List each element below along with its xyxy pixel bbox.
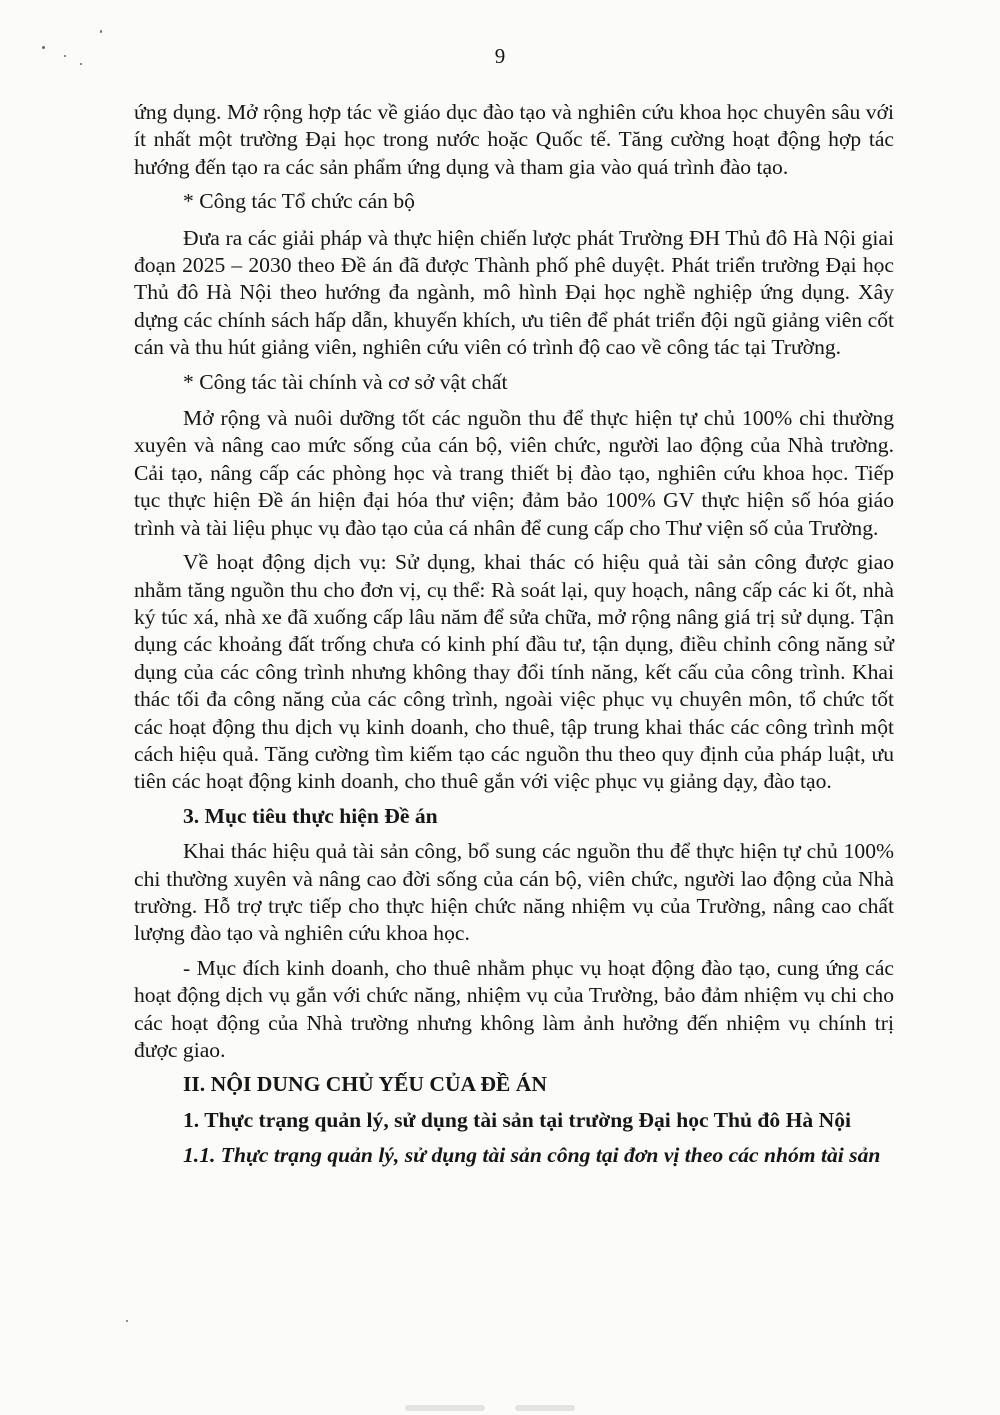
chapter-heading-main-content: II. NỘI DUNG CHỦ YẾU CỦA ĐỀ ÁN: [183, 1072, 547, 1097]
scan-artifact: [515, 1405, 575, 1411]
scan-speck: [100, 30, 102, 33]
section-heading-objectives: 3. Mục tiêu thực hiện Đề án: [183, 803, 438, 828]
paragraph-finance: Mở rộng và nuôi dưỡng tốt các nguồn thu để thực hiện tự chủ 100% chi thường xuyên và nâng cao mức sống của cán bộ, viên chức, người lao động của Nhà trường. Cải tạo, nâng cấp các phòng học và trang thiết bị đào tạo, nghiên cứu khoa học. Tiếp tục thực hiện Đề án hiện đại hóa thư viện; đảm bảo 100% GV thực hiện số hóa giáo trình và tài liệu phục vụ đào tạo của cá nhân để cung cấp cho Thư viện số của Trường.: [134, 406, 894, 540]
subsection-heading-asset-groups: 1.1. Thực trạng quản lý, sử dụng tài sản công tại đơn vị theo các nhóm tài sản: [183, 1143, 881, 1168]
page-number: 9: [494, 44, 506, 68]
paragraph-personnel: Đưa ra các giải pháp và thực hiện chiến lược phát Trường ĐH Thủ đô Hà Nội giai đoạn 2025 – 2030 theo Đề án đã được Thành phố phê duyệt. Phát triển trường Đại học Thủ đô Hà Nội theo hướng đa ngành, mô hình Đại học nghề nghiệp ứng dụng. Xây dựng các chính sách hấp dẫn, khuyến khích, ưu tiên để phát triển đội ngũ giảng viên cốt cán và thu hút giảng viên, nghiên cứu viên có trình độ cao về công tác tại Trường.: [134, 225, 894, 360]
subheading-finance: * Công tác tài chính và cơ sở vật chất: [183, 369, 508, 394]
paragraph-business-purpose: - Mục đích kinh doanh, cho thuê nhằm phục vụ hoạt động đào tạo, cung ứng các hoạt động dịch vụ gắn với chức năng, nhiệm vụ của Trường, bảo đảm nhiệm vụ chi cho các hoạt động của Nhà trường nhưng không làm ảnh hưởng đến nhiệm vụ chính trị được giao.: [134, 955, 894, 1062]
paragraph-services: Về hoạt động dịch vụ: Sử dụng, khai thác có hiệu quả tài sản công được giao nhằm tăng nguồn thu cho đơn vị, cụ thể: Rà soát lại, quy hoạch, nâng cấp các ki ốt, nhà ký túc xá, nhà xe đã xuống cấp lâu năm để sửa chữa, mở rộng nâng giá trị sử dụng. Tận dụng các khoảng đất trống chưa có kinh phí đầu tư, tận dụng, điều chỉnh công năng sử dụng của các công trình nhưng không thay đổi tính năng, kết cấu của công trình. Khai thác tối đa công năng của các công trình, ngoài việc phục vụ chuyên môn, tổ chức tốt các hoạt động thu dịch vụ kinh doanh, cho thuê, tập trung khai thác các công trình một cách hiệu quả. Tăng cường tìm kiếm tạo các nguồn thu theo quy định của pháp luật, ưu tiên các hoạt động kinh doanh, cho thuê gắn với việc phục vụ giảng dạy, đào tạo.: [134, 550, 894, 794]
subheading-personnel: * Công tác Tổ chức cán bộ: [183, 189, 415, 214]
paragraph-cooperation: ứng dụng. Mở rộng hợp tác về giáo dục đào tạo và nghiên cứu khoa học chuyên sâu với ít nhất một trường Đại học trong nước hoặc Quốc tế. Tăng cường hoạt động hợp tác hướng đến tạo ra các sản phẩm ứng dụng và tham gia vào quá trình đào tạo.: [134, 100, 894, 179]
document-body: [134, 99, 894, 1177]
paragraph-objectives: Khai thác hiệu quả tài sản công, bổ sung các nguồn thu để thực hiện tự chủ 100% chi thường xuyên và nâng cao đời sống của cán bộ, viên chức, người lao động của Nhà trường. Hỗ trợ trực tiếp cho thực hiện chức năng nhiệm vụ của Trường, nâng cao chất lượng đào tạo và nghiên cứu khoa học.: [134, 839, 894, 946]
section-heading-asset-management: 1. Thực trạng quản lý, sử dụng tài sản tại trường Đại học Thủ đô Hà Nội: [183, 1107, 852, 1132]
scan-speck: [126, 1320, 128, 1322]
scan-artifact: [405, 1405, 485, 1411]
